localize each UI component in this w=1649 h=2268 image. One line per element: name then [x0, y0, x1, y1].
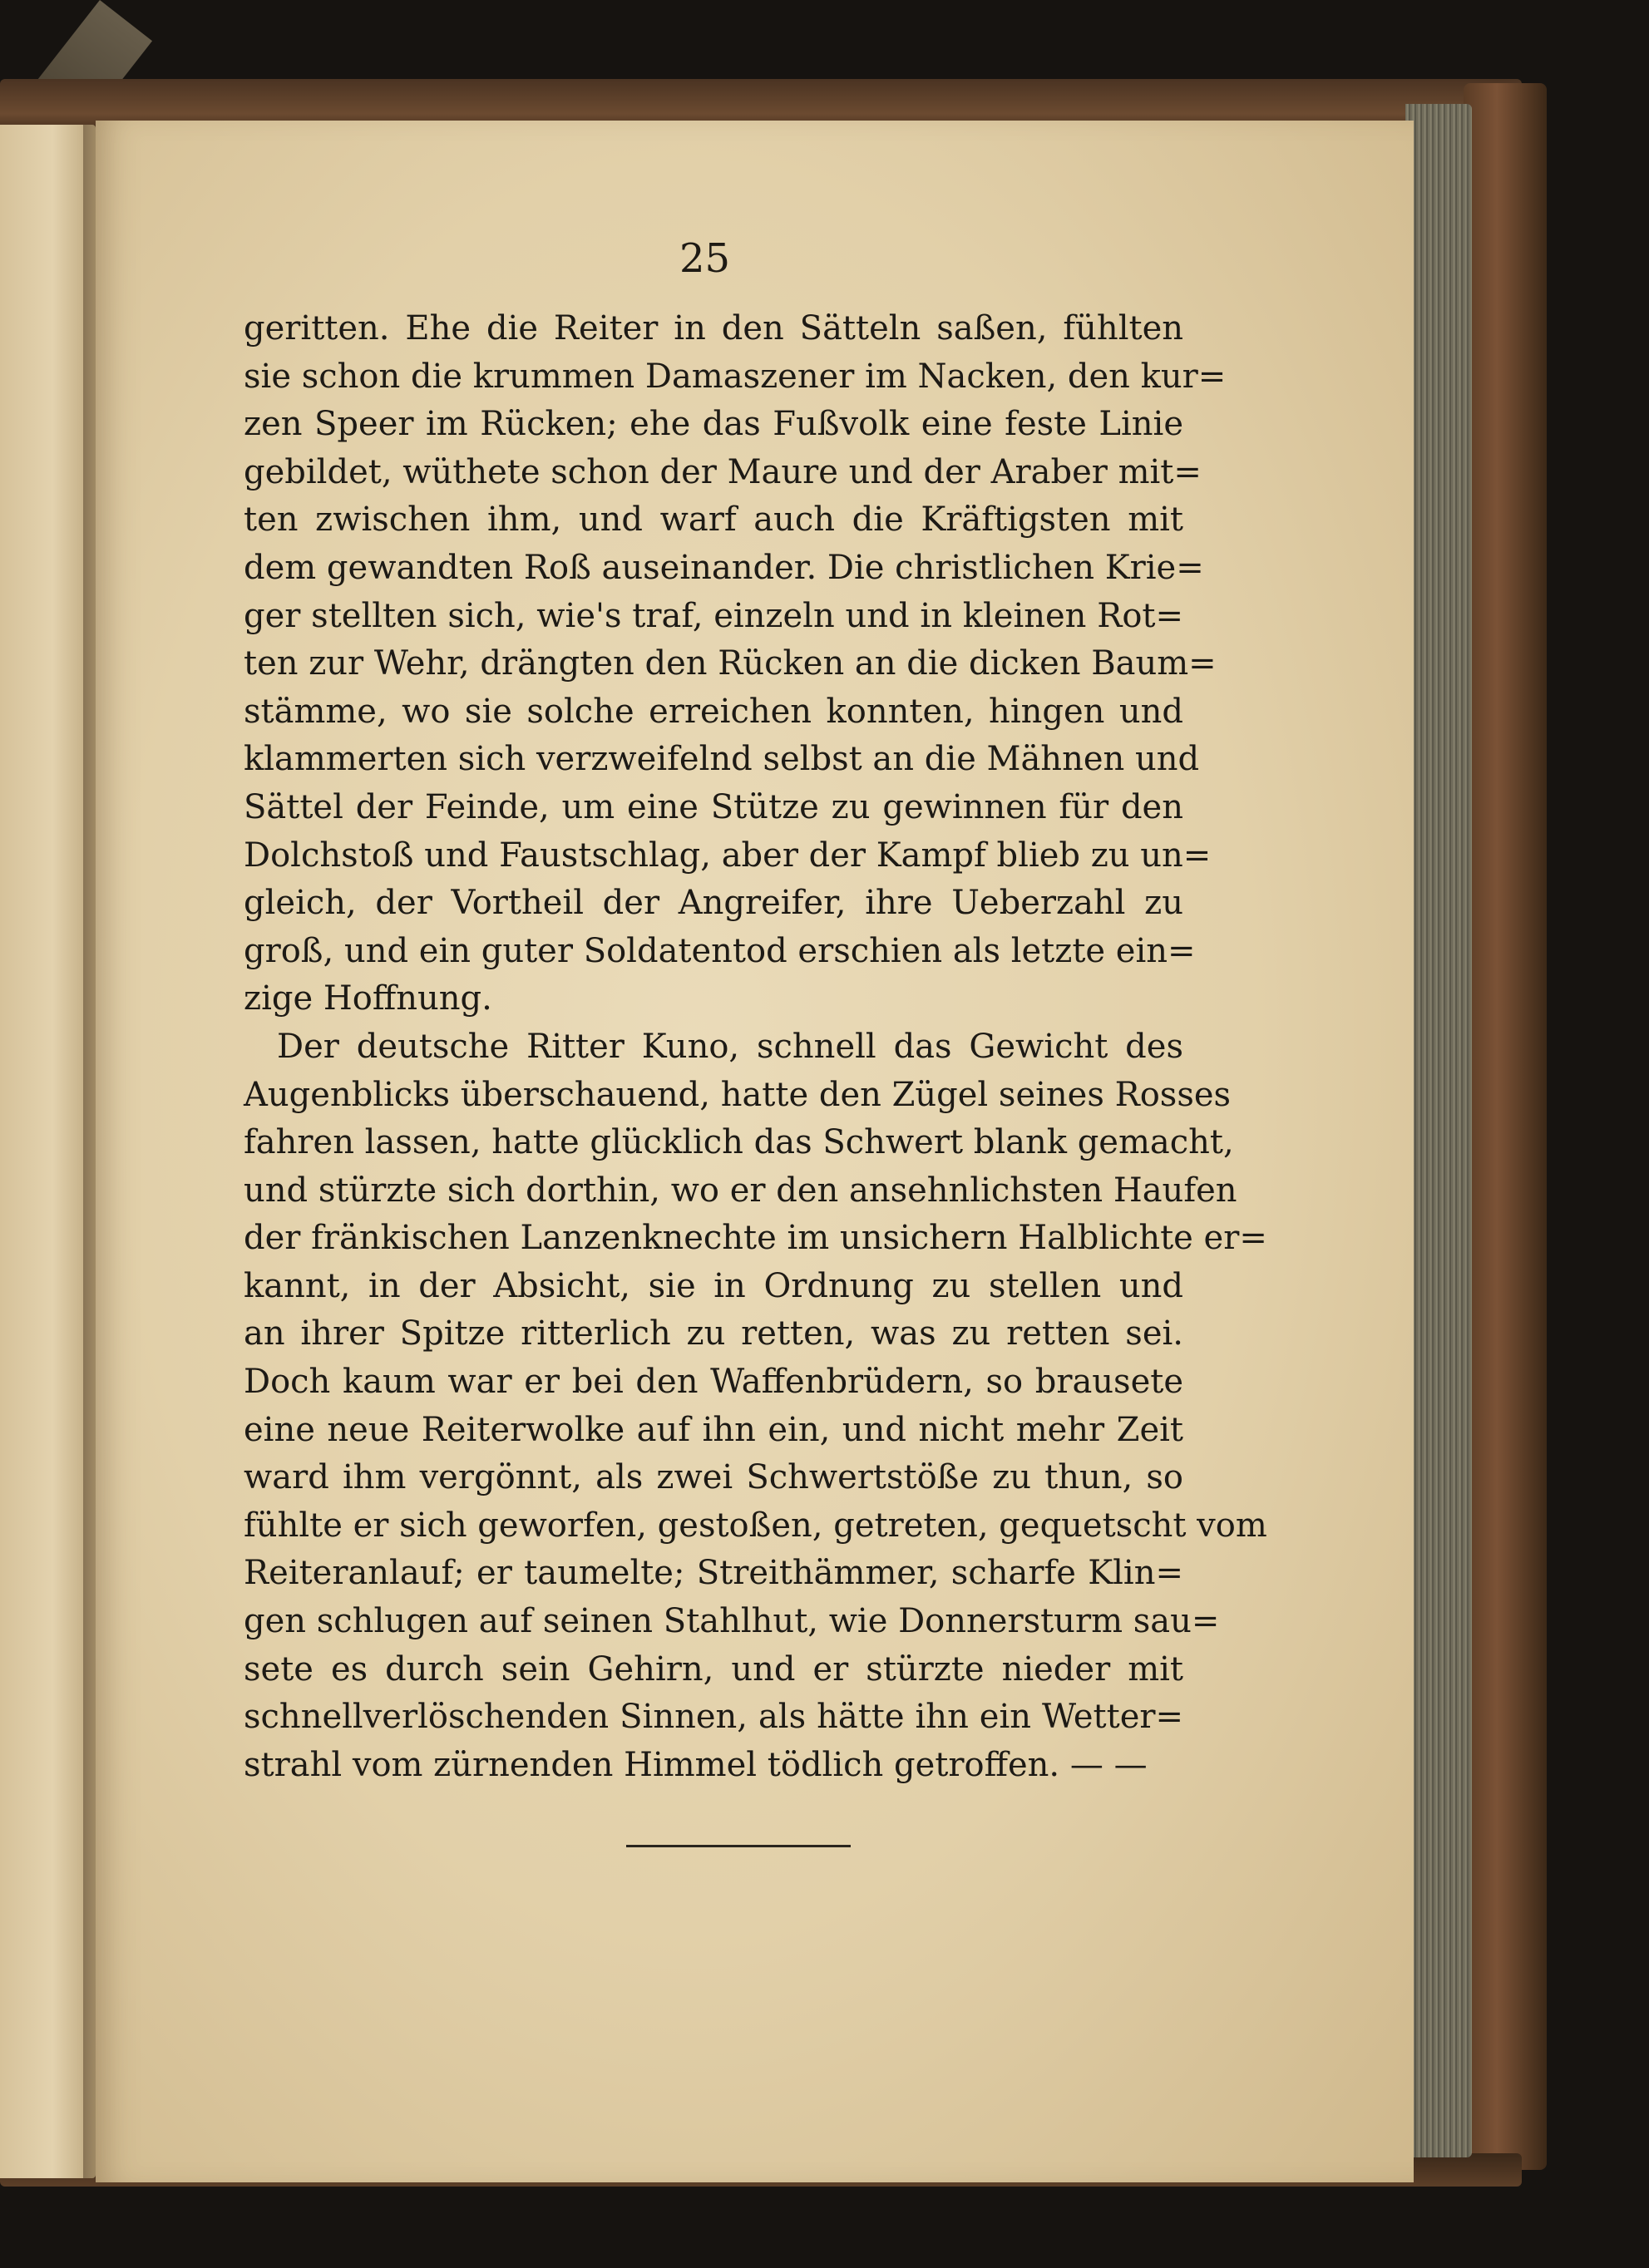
text-line: zen Speer im Rücken; ehe das Fußvolk eine feste Linie — [244, 405, 1183, 444]
text-line: ten zur Wehr, drängten den Rücken an die dicken Baum= — [244, 644, 1217, 683]
text-line: klammerten sich verzweifelnd selbst an die Mähnen und — [244, 740, 1200, 779]
paragraph-start-line: Der deutsche Ritter Kuno, schnell das Gewicht des — [277, 1027, 1183, 1066]
text-line: sie schon die krummen Damaszener im Nacken, den kur= — [244, 357, 1227, 396]
section-end-rule — [626, 1845, 851, 1847]
text-line: ten zwischen ihm, und warf auch die Kräftigsten mit — [244, 500, 1183, 540]
text-line: geritten. Ehe die Reiter in den Sätteln saßen, fühlten — [244, 309, 1183, 348]
text-line: dem gewandten Roß auseinander. Die christlichen Krie= — [244, 548, 1204, 587]
text-line: und stürzte sich dorthin, wo er den ansehnlichsten Haufen — [244, 1171, 1237, 1210]
text-line: Reiteranlauf; er taumelte; Streithämmer, scharfe Klin= — [244, 1554, 1183, 1593]
page-edges — [1405, 104, 1472, 2157]
book-page — [96, 121, 1414, 2182]
text-line: fühlte er sich geworfen, gestoßen, getreten, gequetscht vom — [244, 1506, 1267, 1545]
text-line: groß, und ein guter Soldatentod erschien als letzte ein= — [244, 931, 1196, 970]
text-line: strahl vom zürnenden Himmel tödlich getroffen. — — — [244, 1745, 1148, 1784]
page-number: 25 — [679, 235, 731, 282]
cover-right-edge — [1464, 83, 1547, 2170]
text-line: Dolchstoß und Faustschlag, aber der Kampf blieb zu un= — [244, 836, 1212, 875]
previous-page — [0, 125, 96, 2178]
text-line: Doch kaum war er bei den Waffenbrüdern, so brausete — [244, 1363, 1183, 1402]
body-text — [244, 305, 1267, 1789]
text-line: stämme, wo sie solche erreichen konnten, hingen und — [244, 692, 1183, 731]
text-line: ward ihm vergönnt, als zwei Schwertstöße zu thun, so — [244, 1458, 1183, 1497]
text-line: ger stellten sich, wie's traf, einzeln und in kleinen Rot= — [244, 596, 1183, 635]
text-line: schnellverlöschenden Sinnen, als hätte ihn ein Wetter= — [244, 1698, 1183, 1737]
text-line: fahren lassen, hatte glücklich das Schwert blank gemacht, — [244, 1123, 1234, 1162]
text-line: Sättel der Feinde, um eine Stütze zu gewinnen für den — [244, 787, 1183, 826]
text-line: der fränkischen Lanzenknechte im unsichern Halblichte er= — [244, 1219, 1267, 1258]
text-line: eine neue Reiterwolke auf ihn ein, und nicht mehr Zeit — [244, 1410, 1183, 1449]
text-line: gleich, der Vortheil der Angreifer, ihre Ueberzahl zu — [244, 884, 1183, 923]
text-line: Augenblicks überschauend, hatte den Zügel seines Rosses — [244, 1075, 1232, 1114]
text-line: gen schlugen auf seinen Stahlhut, wie Donnersturm sau= — [244, 1602, 1220, 1641]
text-line: an ihrer Spitze ritterlich zu retten, was zu retten sei. — [244, 1314, 1183, 1353]
text-line: sete es durch sein Gehirn, und er stürzte nieder mit — [244, 1649, 1183, 1689]
paragraph-end-line: zige Hoffnung. — [244, 979, 492, 1018]
text-line: kannt, in der Absicht, sie in Ordnung zu stellen und — [244, 1266, 1183, 1305]
text-line: gebildet, wüthete schon der Maure und der Araber mit= — [244, 452, 1202, 491]
